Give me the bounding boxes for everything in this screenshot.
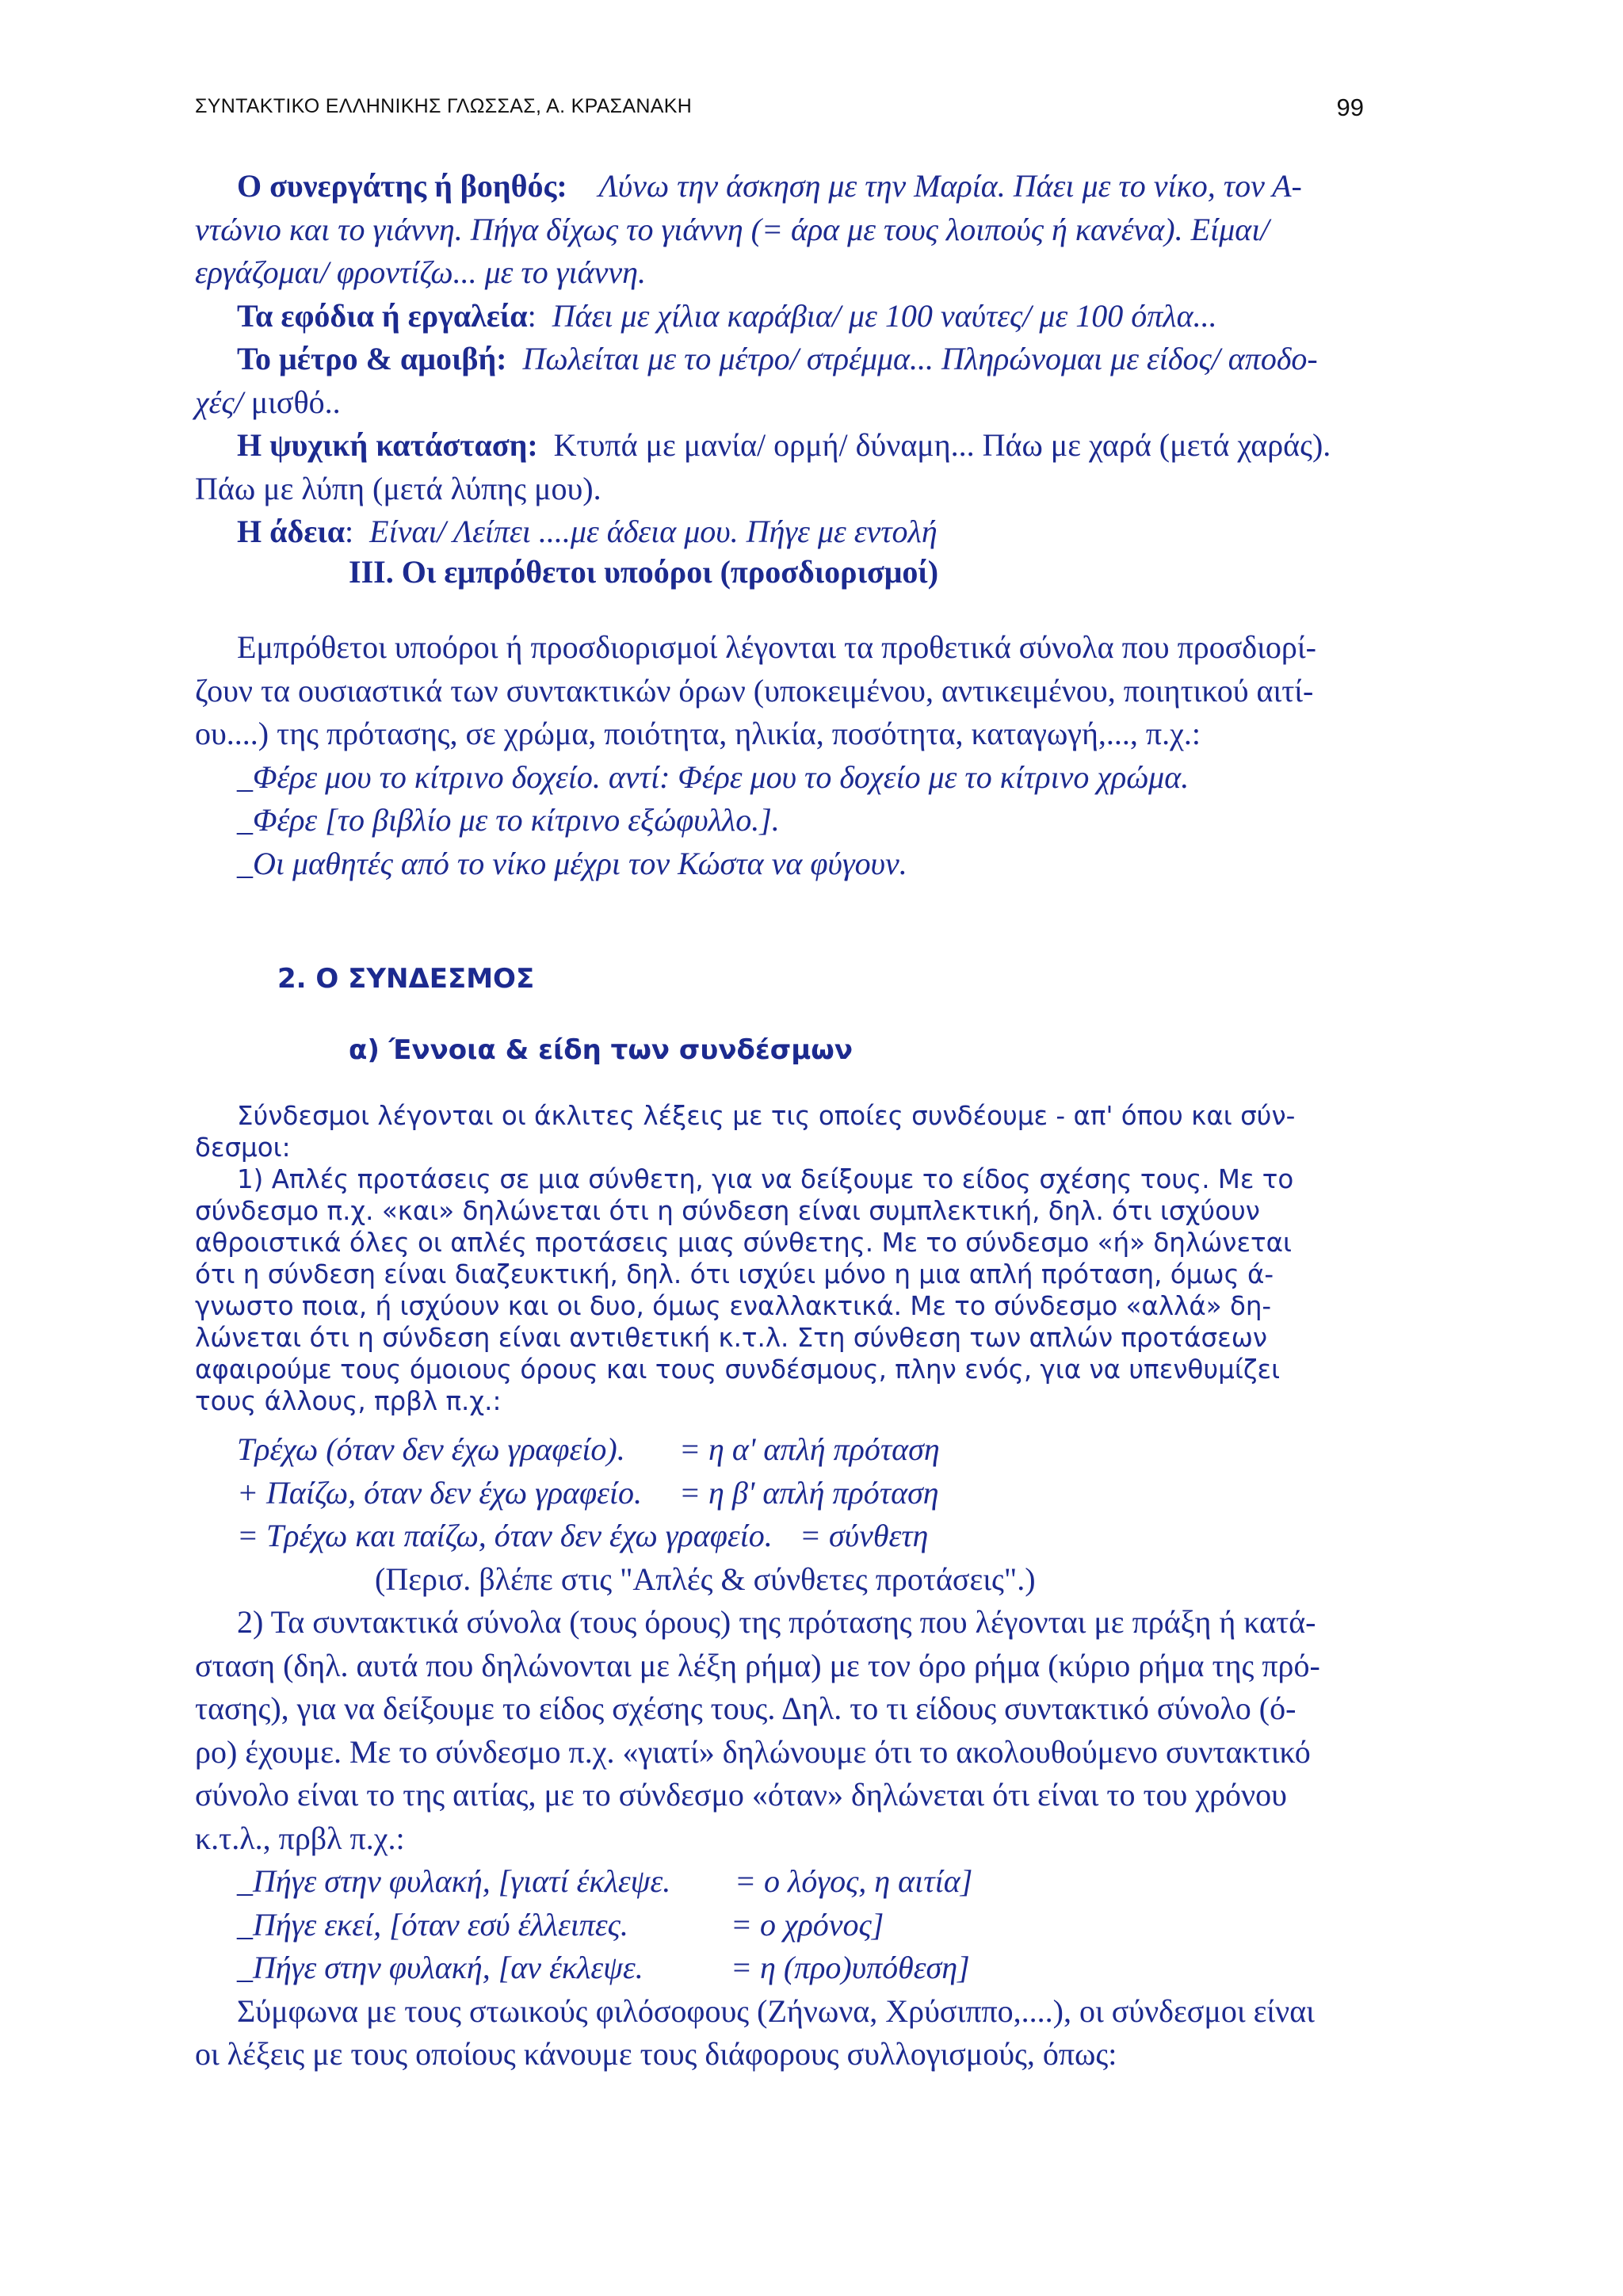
eq-line-3: = Τρέχω και παίζω, όταν δεν έχω γραφείο. = σύνθετη: [237, 1518, 929, 1553]
collaborator-line-2: ντώνιο και το γιάννη. Πήγα δίχως το γιάννη (= άρα με τους λοιπούς ή κανένα). Είμαι/: [195, 211, 1270, 247]
collaborator-line-3: εργάζομαι/ φροντίζω... με το γιάννη.: [195, 254, 646, 290]
page-number: 99: [1336, 94, 1364, 121]
ex-line-3: _Πήγε στην φυλακή, [αν έκλεψε. = η (προ)υπόθεση]: [237, 1950, 970, 1985]
example-3: _Οι μαθητές από το νίκο μέχρι τον Κώστα να φύγουν.: [237, 845, 907, 881]
mood-label: Η ψυχική κατάσταση:: [237, 427, 538, 463]
section-heading-conjunction: 2. Ο ΣΥΝΔΕΣΜΟΣ: [277, 963, 535, 995]
ex-line-2: _Πήγε εκεί, [όταν εσύ έλλειπες. = ο χρόνος]: [237, 1906, 884, 1943]
tools-line: Τα εφόδια ή εργαλεία: Πάει με χίλια καράβια/ με 100 ναύτες/ με 100 όπλα...: [237, 297, 1217, 334]
collaborator-line-1: [195, 165, 1376, 208]
page-header: [195, 94, 1364, 133]
measure-line-2: χές/ μισθό..: [195, 384, 341, 420]
mood-line-2: Πάω με λύπη (μετά λύπης μου).: [195, 470, 601, 506]
conjunction-intro: Σύνδεσμοι λέγονται οι άκλιτες λέξεις με τις οποίες συνδέουμε - απ' όπου και σύν- δεσμοι: 1) Απλές προτάσεις σε μια σύνθετη, για να δείξουμε το είδος σχέσης τους. Με το σύνδεσμο π.χ. «και» δηλώνεται ότι η σύνδεση είναι συμπλεκτική, δηλ. ότι ισχύουν αθροιστικά όλες οι απλές προτάσεις μιας σύνθετης. Με το σύνδεσμο «ή» δηλώνεται ότι η σύνδεση είναι διαζευκτική, δηλ. ότι ισχύει μόνο η μια απλή πρόταση, όμως ά- γνωστο ποια, ή ισχύουν και οι δυο, όμως εναλλακτικά. Με το σύνδεσμο «αλλά» δη- λώνεται ότι η σύνδεση είναι αντιθετική κ.τ.λ. Στη σύνθεση των απλών προτάσεων αφαιρούμε τους όμοιους όρους και τους συνδέσμους, πλην ενός, για να υπενθυμίζει τους άλλους, πρβλ π.χ.:: [195, 1101, 1296, 1416]
top-paragraphs: [195, 165, 1376, 554]
ex-line-1: _Πήγε στην φυλακή, [γιατί έκλεψε. = ο λόγος, η αιτία]: [237, 1863, 973, 1899]
running-title: ΣΥΝΤΑΚΤΙΚΟ ΕΛΛΗΝΙΚΗΣ ΓΛΩΣΣΑΣ, Α. ΚΡΑΣΑΝΑΚΗ: [195, 95, 693, 117]
section-iii-body: Εμπρόθετοι υποόροι ή προσδιορισμοί λέγονται τα προθετικά σύνολα που προσδιορί- ζουν τα ουσιαστικά των συντακτικών όρων (υποκειμένου, αντικειμένου, ποιητικού αιτί- ου....) της πρότασης, σε χρώμα, ποιότητα, ηλικία, ποσότητα, καταγωγή,..., π.χ.: _Φέρε μου το κίτρινο δοχείο. αντί: Φέρε μου το δοχείο με το κίτρινο χρώμα. _Φέρε [το βιβλίο με το κίτρινο εξώφυλλο.]. _Οι μαθητές από το νίκο μέχρι τον Κώστα να φύγουν.: [195, 626, 1376, 885]
mood-line-1: Η ψυχική κατάσταση: Κτυπά με μανία/ ορμή/ δύναμη... Πάω με χαρά (μετά χαράς).: [237, 427, 1331, 463]
subsection-heading-concept: α) Έννοια & είδη των συνδέσμων: [349, 1034, 854, 1066]
eq-line-2: + Παίζω, όταν δεν έχω γραφείο. = η β' απλή πρόταση: [237, 1474, 939, 1511]
example-2: _Φέρε [το βιβλίο με το κίτρινο εξώφυλλο.].: [237, 802, 780, 838]
eq-line-1: Τρέχω (όταν δεν έχω γραφείο). = η α' απλή πρόταση: [237, 1431, 940, 1467]
section-heading-iii: ΙΙΙ. Οι εμπρόθετοι υποόροι (προσδιορισμοί): [349, 554, 939, 590]
eq-note: (Περισ. βλέπε στις "Απλές & σύνθετες προτάσεις".): [375, 1561, 1036, 1597]
tools-label: Τα εφόδια ή εργαλεία: [237, 297, 528, 334]
leave-label: Η άδεια: [237, 514, 346, 549]
example-1: _Φέρε μου το κίτρινο δοχείο. αντί: Φέρε μου το δοχείο με το κίτρινο χρώμα.: [237, 758, 1190, 795]
sentence-examples: Τρέχω (όταν δεν έχω γραφείο). = η α' απλή πρόταση + Παίζω, όταν δεν έχω γραφείο. = η β' απλή πρόταση = Τρέχω και παίζω, όταν δεν έχω γραφείο. = σύνθετη (Περισ. βλέπε στις "Απλές & σύνθετες προτάσεις".) 2) Τα συντακτικά σύνολα (τους όρους) της πρότασης που λέγονται με πράξη ή κατά- σταση (δηλ. αυτά που δηλώνονται με λέξη ρήμα) με τον όρο ρήμα (κύριο ρήμα της πρό- τασης), για να δείξουμε το είδος σχέσης τους. Δηλ. το τι είδους συντακτικό σύνολο (ό- ρο) έχουμε. Με το σύνδεσμο π.χ. «γιατί» δηλώνουμε ότι το ακολουθούμενο συντακτικό σύνολο είναι το της αιτίας, με το σύνδεσμο «όταν» δηλώνεται ότι είναι το του χρόνου κ.τ.λ., πρβλ π.χ.: _Πήγε στην φυλακή, [γιατί έκλεψε. = ο λόγος, η αιτία] _Πήγε εκεί, [όταν εσύ έλλειπες. = ο χρόνος] _Πήγε στην φυλακή, [αν έκλεψε. = η (προ)υπόθεση] Σύμφωνα με τους στωικούς φιλόσοφους (Ζήνωνα, Χρύσιππο,....), οι σύνδεσμοι είναι οι λέξεις με τους οποίους κάνουμε τους διάφορους συλλογισμούς, όπως:: [195, 1428, 1376, 2076]
measure-line-1: Το μέτρο & αμοιβή: Πωλείται με το μέτρο/ στρέμμα... Πληρώνομαι με είδος/ αποδο-: [237, 341, 1318, 376]
collaborator-label: Ο συνεργάτης ή βοηθός:: [237, 168, 567, 204]
measure-label: Το μέτρο & αμοιβή:: [237, 341, 507, 376]
collaborator-text: Λύνω την άσκηση με την Μαρία. Πάει με το νίκο, τον Α-: [598, 168, 1302, 204]
leave-line: Η άδεια: Είναι/ Λείπει ....με άδεια μου. Πήγε με εντολή: [237, 514, 938, 549]
